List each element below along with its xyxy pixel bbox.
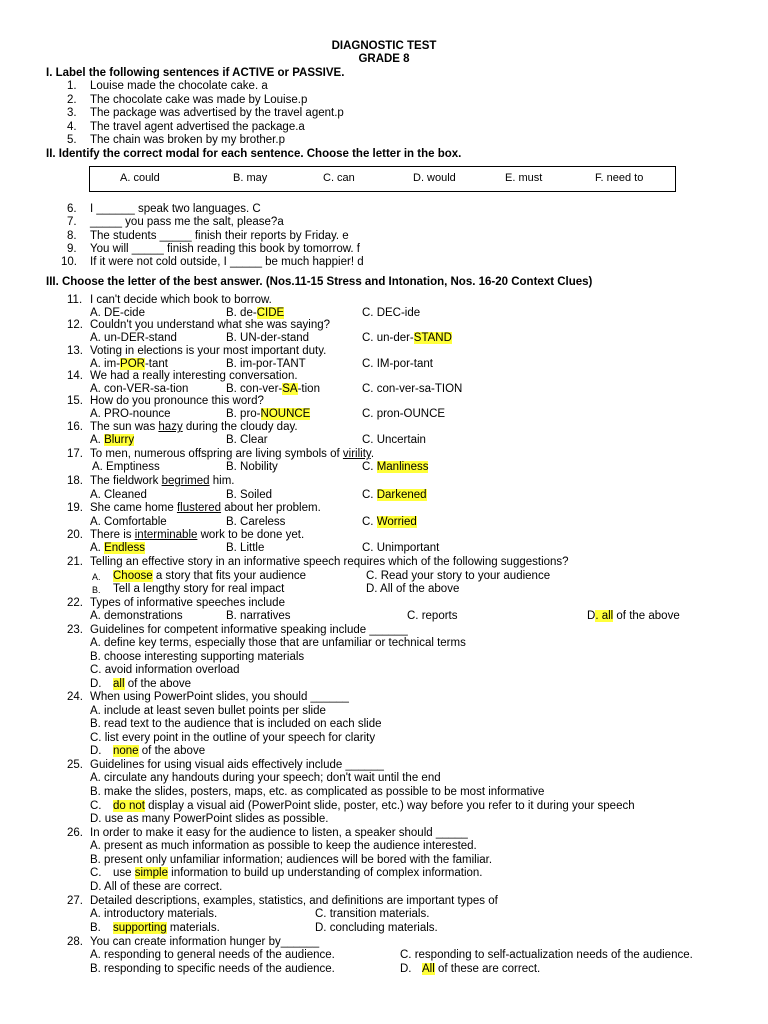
question-text: Voting in elections is your most important duty. [90,345,327,357]
question-text: How do you pronounce this word? [90,395,264,407]
answer-highlight: all [113,678,125,690]
list-item: 3. [67,107,77,119]
answer-highlight: SA [282,383,298,395]
option-d: D. all of the above [587,610,680,622]
option-d: All of these are correct. [422,963,541,975]
question-text: Types of informative speeches include [90,597,285,609]
option-d: none of the above [113,745,206,757]
option-c: do not display a visual aid (PowerPoint slide, poster, etc.) way before you refer to it during your speech [113,800,635,812]
option-a-label: A. [92,572,101,582]
option-b: B. responding to specific needs of the audience. [90,963,335,975]
list-item-text: Louise made the chocolate cake. a [90,80,268,92]
option-c: C. Unimportant [362,542,440,554]
option-a: A. demonstrations [90,610,183,622]
question-number: 25. [67,759,83,771]
answer-highlight: Choose [113,570,153,582]
option-b: B. im-por-TANT [226,358,306,370]
list-item: 5. [67,134,77,146]
option-b: B. pro-NOUNCE [226,408,311,420]
list-item-text: You will _____ finish reading this book by tomorrow. f [90,243,360,255]
answer-highlight: simple [134,867,168,879]
test-title: DIAGNOSTIC TEST [331,40,437,52]
option-a: A. Emptiness [92,461,160,473]
option-b: B. narratives [226,610,291,622]
modal-option-d: D. would [413,172,456,184]
question-number: 20. [67,529,83,541]
modal-option-a: A. could [120,172,160,184]
option-c: C. Worried [362,516,417,528]
question-text: There is interminable work to be done yet. [90,529,305,541]
option-b: B. Soiled [226,489,273,501]
option-b: B. UN-der-stand [226,332,310,344]
option-a: A. circulate any handouts during your speech; don't wait until the end [90,772,441,784]
question-text: In order to make it easy for the audience to listen, a speaker should _____ [90,827,468,839]
list-item-text: _____ you pass me the salt, please?a [90,216,284,228]
option-a: A. define key terms, especially those that are unfamiliar or technical terms [90,637,466,649]
question-text: Guidelines for competent informative speaking include ______ [90,624,408,636]
option-a: A. DE-cide [90,307,145,319]
option-b: B. present only unfamiliar information; audiences will be bored with the familiar. [90,854,493,866]
option-a: A. PRO-nounce [90,408,171,420]
option-d-label: D. [400,963,412,975]
option-b: B. choose interesting supporting materials [90,651,305,663]
option-b: B. Nobility [226,461,278,473]
option-b-label: B. [90,922,101,934]
option-b: B. make the slides, posters, maps, etc. as complicated as possible to be most informative [90,786,545,798]
option-c: C. pron-OUNCE [362,408,446,420]
answer-highlight: STAND [413,332,452,344]
list-item: 1. [67,80,77,92]
option-c: C. un-der-STAND [362,332,452,344]
question-number: 28. [67,936,83,948]
question-text: She came home flustered about her problem. [90,502,321,514]
answer-highlight: Endless [104,542,145,554]
list-item-text: The chain was broken by my brother.p [90,134,285,146]
list-item-text: The students _____ finish their reports by Friday. e [90,230,349,242]
question-number: 17. [67,448,83,460]
list-item-number: 7. [67,216,77,228]
option-a: A. im-POR-tant [90,358,168,370]
option-c-label: C. [90,867,102,879]
answer-highlight: All [422,963,435,975]
option-a: A. Cleaned [90,489,147,501]
option-c: C. con-ver-sa-TION [362,383,463,395]
list-item-number: 9. [67,243,77,255]
option-b: B. Careless [226,516,286,528]
answer-highlight: Manliness [376,461,429,473]
question-number: 15. [67,395,83,407]
question-number: 19. [67,502,83,514]
option-a: Choose a story that fits your audience [113,570,307,582]
modal-option-f: F. need to [595,172,644,184]
list-item-number: 8. [67,230,77,242]
question-number: 11. [67,294,83,306]
option-b: B. read text to the audience that is included on each slide [90,718,382,730]
question-text: Couldn't you understand what she was saying? [90,319,331,331]
question-number: 27. [67,895,83,907]
question-number: 14. [67,370,83,382]
question-number: 26. [67,827,83,839]
grade-label: GRADE 8 [358,53,410,65]
option-c: C. IM-por-tant [362,358,433,370]
section-1-heading: I. Label the following sentences if ACTIVE or PASSIVE. [46,67,345,79]
question-text: I can't decide which book to borrow. [90,294,272,306]
option-b-label: B. [92,585,101,595]
option-a: A. responding to general needs of the audience. [90,949,335,961]
section-2-heading: II. Identify the correct modal for each sentence. Choose the letter in the box. [46,148,462,160]
option-c: C. transition materials. [315,908,430,920]
option-b: supporting materials. [113,922,220,934]
answer-highlight: supporting [113,922,167,934]
option-a: A. con-VER-sa-tion [90,383,189,395]
question-text: We had a really interesting conversation. [90,370,298,382]
list-item-text: I ______ speak two languages. C [90,203,261,215]
option-a: A. introductory materials. [90,908,218,920]
list-item: 4. [67,121,77,133]
question-text: The fieldwork begrimed him. [90,475,235,487]
option-a: A. Blurry [90,434,135,446]
question-text: Telling an effective story in an informative speech requires which of the following suggestions? [90,556,569,568]
modal-option-b: B. may [233,172,268,184]
question-number: 12. [67,319,83,331]
option-d-label: D. [90,745,102,757]
question-text: Detailed descriptions, examples, statistics, and definitions are important types of [90,895,498,907]
modal-option-e: E. must [505,172,543,184]
question-text: Guidelines for using visual aids effectively include ______ [90,759,384,771]
option-b: Tell a lengthy story for real impact [113,583,285,595]
option-a: A. include at least seven bullet points per slide [90,705,326,717]
answer-highlight: Blurry [104,434,135,446]
list-item-number: 6. [67,203,77,215]
option-d: D. All of these are correct. [90,881,223,893]
list-item-text: If it were not cold outside, I _____ be much happier! d [90,256,364,268]
option-c: C. Darkened [362,489,427,501]
option-d-label: D. [90,678,102,690]
question-text: The sun was hazy during the cloudy day. [90,421,298,433]
option-b: B. Clear [226,434,268,446]
answer-highlight: do not [113,800,145,812]
option-c: C. Manliness [362,461,429,473]
answer-highlight: POR [120,358,145,370]
answer-highlight: NOUNCE [260,408,311,420]
option-c: C. responding to self-actualization needs of the audience. [400,949,693,961]
list-item-text: The chocolate cake was made by Louise.p [90,94,308,106]
option-c: C. avoid information overload [90,664,240,676]
question-text: To men, numerous offspring are living symbols of virility. [90,448,375,460]
answer-highlight: Darkened [376,489,427,501]
section-3-heading: III. Choose the letter of the best answer. (Nos.11-15 Stress and Intonation, Nos. 16-20 Context Clues) [46,276,593,288]
option-c: C. Read your story to your audience [366,570,551,582]
modal-choice-box [89,166,676,192]
answer-highlight: none [113,745,139,757]
question-text: When using PowerPoint slides, you should ______ [90,691,349,703]
question-number: 24. [67,691,83,703]
list-item-text: The package was advertised by the travel agent.p [90,107,344,119]
question-number: 22. [67,597,83,609]
option-a: A. present as much information as possible to keep the audience interested. [90,840,477,852]
answer-highlight: Worried [376,516,417,528]
question-number: 18. [67,475,83,487]
option-c: C. Uncertain [362,434,426,446]
option-c-label: C. [90,800,102,812]
list-item-text: The travel agent advertised the package.a [90,121,305,133]
answer-highlight: CIDE [256,307,285,319]
option-c: C. DEC-ide [362,307,421,319]
question-number: 13. [67,345,83,357]
option-d: D. use as many PowerPoint slides as possible. [90,813,329,825]
option-c: C. list every point in the outline of your speech for clarity [90,732,376,744]
option-b: B. de-CIDE [226,307,285,319]
option-d: D. All of the above [366,583,460,595]
option-c: C. reports [407,610,458,622]
answer-highlight: . all [595,610,614,622]
list-item: 2. [67,94,77,106]
option-d: all of the above [113,678,192,690]
question-number: 23. [67,624,83,636]
question-number: 16. [67,421,83,433]
option-a: A. un-DER-stand [90,332,177,344]
list-item-number: 10. [61,256,77,268]
option-d: D. concluding materials. [315,922,438,934]
question-text: You can create information hunger by______ [90,936,320,948]
option-a: A. Comfortable [90,516,167,528]
option-b: B. Little [226,542,265,554]
option-c: use simple information to build up understanding of complex information. [113,867,483,879]
option-a: A. Endless [90,542,145,554]
option-b: B. con-ver-SA-tion [226,383,320,395]
modal-option-c: C. can [323,172,355,184]
question-number: 21. [67,556,83,568]
